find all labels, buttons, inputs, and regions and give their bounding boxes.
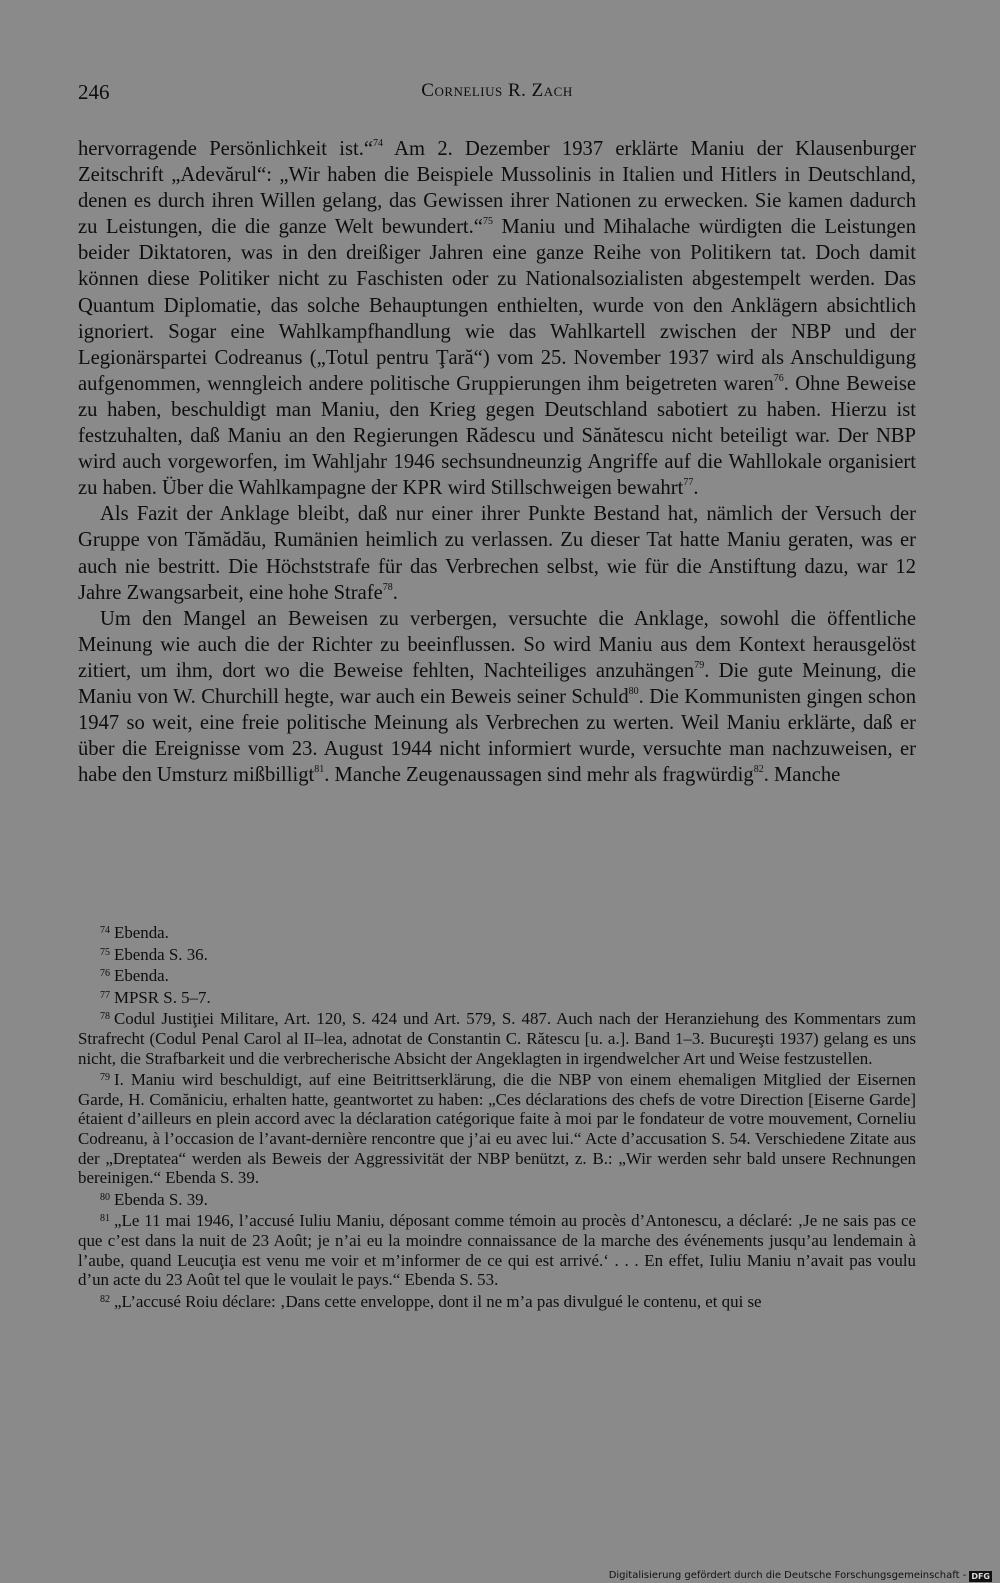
text-run: . Manche <box>763 764 841 787</box>
footnote-text: I. Maniu wird beschuldigt, auf eine Beitrittserklärung, die die NBP von einem ehemaligen Mitglied der Eisernen Garde, H. Comăniciu, erhalten hatte, geantwortet zu haben: „Ces déclarations des chefs de votre Direction [Eiserne Garde] étaient d’ailleurs en plein accord avec la déclaration catégorique faite à moi par le fondateur de votre mouvement, Corneliu Codreanu, à l’occasion de l’avant-dernière rencontre que j’ai eu avec lui.“ Acte d’accusation S. 54. Verschiedene Zitate aus der „Dreptatea“ werden als Beweis der Aggressivität der NBP benützt, z. B.: „Wir werden sehr bald unsere Rechnungen bereinigen.“ Ebenda S. 39. <box>78 1070 916 1188</box>
dfg-logo: DFG <box>971 1571 990 1581</box>
footnote-number: 82 <box>100 1293 110 1305</box>
text-run: . <box>392 581 398 604</box>
body-text <box>78 136 916 788</box>
page-number: 246 <box>78 80 110 104</box>
footnote-ref: 81 <box>314 764 325 776</box>
footnote-number: 77 <box>100 989 110 1001</box>
text-run: hervorragende Persönlichkeit ist.“ <box>78 138 374 160</box>
footnote <box>78 986 916 1008</box>
footnote-ref: 77 <box>683 477 694 489</box>
footnote-number: 81 <box>100 1213 110 1225</box>
footnote-ref: 82 <box>753 764 764 776</box>
footnote-text: Codul Justiţiei Militare, Art. 120, S. 424 und Art. 579, S. 487. Auch nach der Heranziehung des Kommentars zum Strafrecht (Codul Penal Carol al II–lea, adnotat de Constantin C. Rătescu [u. a.]. Band 1–3. Bucureşti 1937) gelang es uns nicht, die Strafbarkeit und die verbrecherische Absicht der Angeklagten in irgendwelcher Art und Weise festzustellen. <box>78 1009 916 1068</box>
credit-text: Digitalisierung gefördert durch die Deutsche Forschungsgemeinschaft - <box>608 1570 967 1581</box>
footnote-ref: 80 <box>628 685 639 697</box>
footnote-number: 75 <box>100 946 110 958</box>
footnotes <box>78 921 916 1311</box>
footnote-ref: 76 <box>773 372 784 384</box>
footnote-text: Ebenda S. 39. <box>114 1189 208 1209</box>
paragraph <box>78 501 916 605</box>
text-run: . Die Kommunisten gingen schon 1947 so weit, eine freie politische Meinung als Verbrechen zu werten. Weil Maniu erklärte, daß er über die Ereignisse vom 23. August 1944 nicht informiert wurde, versuchte man nachzuweisen, er habe den Umsturz mißbilligt <box>78 685 916 787</box>
footnote <box>78 943 916 965</box>
footnote-ref: 75 <box>482 216 493 228</box>
footnote-ref: 74 <box>373 138 384 149</box>
page-header <box>78 80 916 108</box>
text-run: Am 2. Dezember 1937 erklärte Maniu der Klausenburger Zeitschrift „Adevărul“: „Wir haben die Beispiele Mussolinis in Italien und Hitlers in Deutschland, denen es durch ihren Willen gelang, das Gewissen ihrer Nationen zu erwecken. Sie kamen dadurch zu Leistungen, die die ganze Welt bewundert.“ <box>78 138 916 239</box>
paragraph <box>78 136 916 501</box>
footnote-number: 78 <box>100 1011 110 1023</box>
text-run: . Die gute Meinung, die Maniu von W. Churchill hegte, war auch ein Beweis seiner Schuld <box>78 659 916 708</box>
paragraph <box>78 606 916 789</box>
text-run: Maniu und Mihalache würdigten die Leistungen beider Diktatoren, was in den dreißiger Jahren eine ganze Reihe von Politikern tat. Doch damit können diese Politiker nicht zu Faschisten oder zu Nationalsozialisten abgestempelt werden. Das Quantum Diplomatie, das solche Behauptungen enthielten, wurde von den Anklägern absichtlich ignoriert. Sogar eine Wahlkampfhandlung wie das Wahlkartell zwischen der NBP und der Legionärspartei Codreanus („Totul pentru Ţară“) vom 25. November 1937 wird als Anschuldigung aufgenommen, wenngleich andere politische Gruppierungen ihm beigetreten waren <box>78 216 916 395</box>
text-run: . Ohne Beweise zu haben, beschuldigt man Maniu, den Krieg gegen Deutschland sabotiert zu haben. Hierzu ist festzuhalten, daß Maniu an den Regierungen Rădescu und Sănătescu nicht beteiligt war. Der NBP wird auch vorgeworfen, im Wahljahr 1946 sechsundneunzig Angriffe auf die Wahllokale organisiert zu haben. Über die Wahlkampagne der KPR wird Stillschweigen bewahrt <box>78 372 916 500</box>
footnote-number: 76 <box>100 968 110 980</box>
footnote <box>78 964 916 986</box>
footnote-text: Ebenda. <box>114 923 169 942</box>
footnote <box>78 921 916 943</box>
footnote-number: 74 <box>100 925 110 936</box>
text-run: Als Fazit der Anklage bleibt, daß nur einer ihrer Punkte Bestand hat, nämlich der Versuch der Gruppe von Tămădău, Rumänien heimlich zu verlassen. Zu dieser Tat hatte Maniu geraten, was er auch nie bestritt. Die Höchststrafe für das Verbrechen selbst, wie für die Anstiftung dazu, war 12 Jahre Zwangsarbeit, eine hohe Strafe <box>78 503 916 604</box>
footnote-number: 80 <box>100 1191 110 1203</box>
footnote <box>78 1007 916 1068</box>
footnote-text: Ebenda S. 36. <box>114 944 208 964</box>
footnote-ref: 79 <box>694 659 705 671</box>
footnote-number: 79 <box>100 1072 110 1084</box>
digitization-credit <box>609 1569 992 1583</box>
footnote-text: „Le 11 mai 1946, l’accusé Iuliu Maniu, déposant comme témoin au procès d’Antonescu, a déclaré: ‚Je ne sais pas ce que c’est dans la nuit de 23 Août; je n’ai eu la moindre connaissance de la marche des événements jusqu’au lendemain à l’aube, quand Leucuţia est venu me voir et m’informer de ce qui est arrivé.‘ . . . En effet, Iuliu Maniu n’avait pas voulu d’un acte du 23 Août tel que le voulait le pays.“ Ebenda S. 53. <box>78 1211 916 1290</box>
running-head: Cornelius R. Zach <box>421 80 573 101</box>
text-run: . <box>693 477 699 500</box>
footnote-text: MPSR S. 5–7. <box>114 987 211 1007</box>
footnote-ref: 78 <box>382 581 393 593</box>
text-run: . Manche Zeugenaussagen sind mehr als fragwürdig <box>324 764 754 787</box>
footnote <box>78 1209 916 1289</box>
text-run: Um den Mangel an Beweisen zu verbergen, versuchte die Anklage, sowohl die öffentliche Meinung wie auch die der Richter zu beeinflussen. So wird Maniu aus dem Kontext herausgelöst zitiert, um ihm, dort wo die Beweise fehlten, Nachteiliges anzuhängen <box>78 607 916 682</box>
footnote <box>78 1068 916 1188</box>
footnote-text: „L’accusé Roiu déclare: ‚Dans cette enveloppe, dont il ne m’a pas divulgué le contenu, et qui se <box>114 1291 762 1311</box>
footnote <box>78 1188 916 1210</box>
footnote-text: Ebenda. <box>114 966 169 986</box>
footnote <box>78 1290 916 1312</box>
